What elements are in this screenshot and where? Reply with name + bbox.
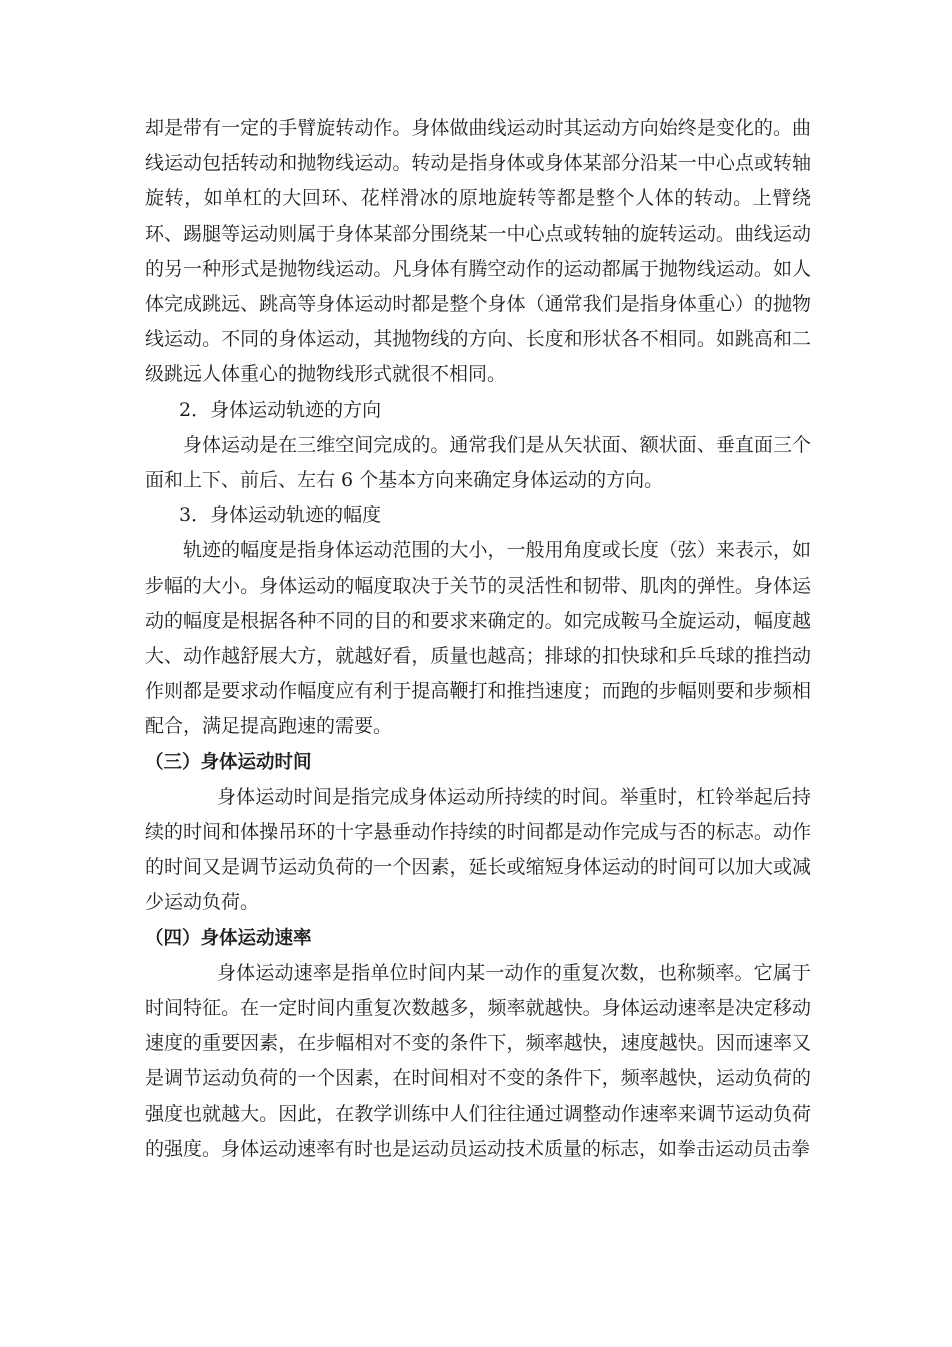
paragraph-curve-motion: 却是带有一定的手臂旋转动作。身体做曲线运动时其运动方向始终是变化的。曲线运动包括转动和抛物线运动。转动是指身体或身体某部分沿某一中心点或转轴旋转，如单杠的大回环、花样滑冰的原地旋转等都是整个人体的转动。上臂绕环、踢腿等运动则属于身体某部分围绕某一中心点或转轴的旋转运动。曲线运动的另一种形式是抛物线运动。凡身体有腾空动作的运动都属于抛物线运动。如人体完成跳远、跳高等身体运动时都是整个身体（通常我们是指身体重心）的抛物线运动。不同的身体运动，其抛物线的方向、长度和形状各不相同。如跳高和二级跳远人体重心的抛物线形式就很不相同。: [145, 117, 811, 386]
paragraph-trajectory-direction: 身体运动是在三维空间完成的。通常我们是从矢状面、额状面、垂直面三个面和上下、前后、左右 6 个基本方向来确定身体运动的方向。: [145, 433, 811, 492]
section-title-motion-time: （三）身体运动时间: [145, 751, 312, 773]
paragraph-motion-time: 身体运动时间是指完成身体运动所持续的时间。举重时，杠铃举起后持续的时间和体操吊环的十字悬垂动作持续的时间都是动作完成与否的标志。动作的时间又是调节运动负荷的一个因素，延长或缩短身体运动的时间可以加大或减少运动负荷。: [145, 785, 811, 914]
subheading-trajectory-amplitude: 3．身体运动轨迹的幅度: [179, 504, 382, 527]
paragraph-trajectory-amplitude: 轨迹的幅度是指身体运动范围的大小，一般用角度或长度（弦）来表示，如步幅的大小。身体运动的幅度取决于关节的灵活性和韧带、肌肉的弹性。身体运动的幅度是根据各种不同的目的和要求来确定的。如完成鞍马全旋运动，幅度越大、动作越舒展大方，就越好看，质量也越高；排球的扣快球和乒乓球的推挡动作则都是要求动作幅度应有利于提高鞭打和推挡速度；而跑的步幅则要和步频相配合，满足提高跑速的需要。: [145, 539, 811, 738]
subheading-trajectory-direction: 2．身体运动轨迹的方向: [179, 398, 382, 421]
page-body: [145, 111, 811, 1167]
paragraph-motion-rate: 身体运动速率是指单位时间内某一动作的重复次数，也称频率。它属于时间特征。在一定时间内重复次数越多，频率就越快。身体运动速率是决定移动速度的重要因素，在步幅相对不变的条件下，频率越快，速度越快。因而速率又是调节运动负荷的一个因素，在时间相对不变的条件下，频率越快，运动负荷的强度也就越大。因此，在教学训练中人们往往通过调整动作速率来调节运动负荷的强度。身体运动速率有时也是运动员运动技术质量的标志，如拳击运动员击拳: [145, 961, 811, 1160]
section-title-motion-rate: （四）身体运动速率: [145, 927, 312, 949]
